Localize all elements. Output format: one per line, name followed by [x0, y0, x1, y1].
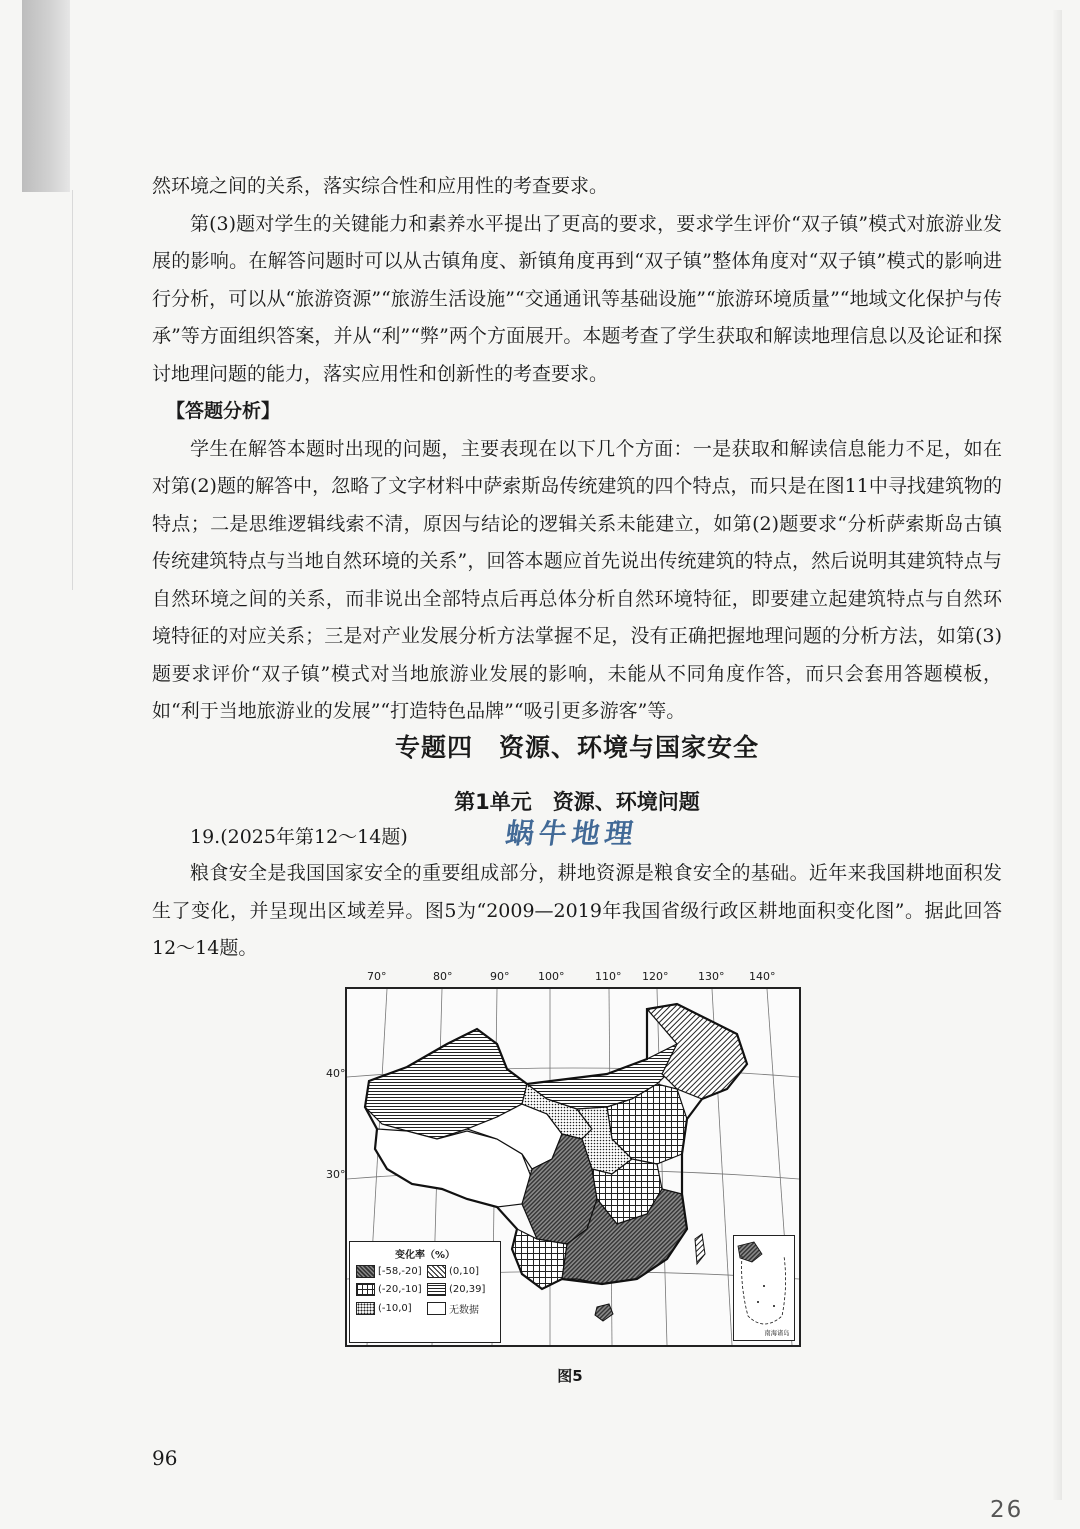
legend-label: 无数据	[449, 1305, 479, 1316]
inset-label: 南海诸岛	[764, 1329, 790, 1337]
lon-label: 140°	[749, 970, 776, 983]
legend-label: (0,10]	[449, 1266, 480, 1277]
inset-graphic	[734, 1236, 794, 1340]
paragraph-question-3: 第(3)题对学生的关键能力和素养水平提出了更高的要求，要求学生评价“双子镇”模式对旅游业发展的影响。在解答问题时可以从古镇角度、新镇角度再到“双子镇”整体角度对“双子镇”模式的影响进行分析，可以从“旅游资源”“旅游生活设施”“交通通讯等基础设施”“旅游环境质量”“地域文化保护与传承”等方面组织答案，并从“利”“弊”两个方面展开。本题考查了学生获取和解读地理信息以及论证和探讨地理问题的能力，落实应用性和创新性的考查要求。	[152, 212, 1002, 385]
lon-label: 100°	[538, 970, 565, 983]
legend-item	[427, 1265, 494, 1278]
legend-label: (-10,0]	[378, 1303, 412, 1314]
legend-item	[356, 1283, 423, 1296]
page-edge-line	[72, 190, 73, 590]
region-taiwan	[695, 1234, 705, 1264]
paragraph-continuation: 然环境之间的关系，落实综合性和应用性的考查要求。	[152, 175, 609, 197]
legend-swatch	[356, 1302, 375, 1315]
legend-item	[356, 1265, 423, 1278]
lon-label: 70°	[367, 970, 387, 983]
legend-item	[356, 1301, 423, 1316]
longitude-labels	[345, 970, 797, 988]
legend-item	[427, 1283, 494, 1296]
legend-swatch	[356, 1265, 375, 1278]
legend-swatch	[427, 1265, 446, 1278]
figure-caption: 图5	[557, 1367, 583, 1385]
lat-label: 30°	[326, 1168, 346, 1181]
lon-label: 110°	[595, 970, 622, 983]
analysis-heading: 【答题分析】	[166, 400, 281, 422]
lon-label: 90°	[490, 970, 510, 983]
paragraph-analysis: 学生在解答本题时出现的问题，主要表现在以下几个方面：一是获取和解读信息能力不足，如在对第(2)题的解答中，忽略了文字材料中萨索斯岛传统建筑的四个特点，而只是在图11中寻找建筑物的特点；二是思维逻辑线索不清，原因与结论的逻辑关系未能建立，如第(2)题要求“分析萨索斯岛古镇传统建筑特点与当地自然环境的关系”，回答本题应首先说出传统建筑的特点，然后说明其建筑特点与自然环境之间的关系，而非说出全部特点后再总体分析自然环境特征，即要建立起建筑特点与自然环境特征的对应关系；三是对产业发展分析方法掌握不足，没有正确把握地理问题的分析方法，如第(3)题要求评价“双子镇”模式对当地旅游业发展的影响，未能从不同角度作答，而只会套用答题模板，如“利于当地旅游业的发展”“打造特色品牌”“吸引更多游客”等。	[152, 437, 1002, 722]
lon-label: 130°	[698, 970, 725, 983]
lon-label: 120°	[642, 970, 669, 983]
watermark: 蜗牛地理	[503, 817, 641, 850]
scan-binding-strip	[22, 0, 70, 192]
legend-label: (20,39]	[449, 1284, 486, 1295]
page-edge-shadow	[1052, 10, 1062, 1500]
south-china-sea-inset	[733, 1235, 795, 1341]
legend-title: 变化率（%）	[394, 1250, 456, 1261]
question-number: 19.(2025年第12～14题)	[190, 826, 408, 848]
legend-label: [-58,-20]	[378, 1266, 422, 1277]
lon-label: 80°	[433, 970, 453, 983]
question-text	[152, 855, 1002, 968]
legend-label: (-20,-10]	[378, 1284, 422, 1295]
legend-swatch	[427, 1283, 446, 1296]
topic-title: 专题四 资源、环境与国家安全	[394, 733, 759, 762]
body-text	[152, 168, 1002, 731]
question-paragraph: 粮食安全是我国国家安全的重要组成部分，耕地资源是粮食安全的基础。近年来我国耕地面积发生了变化，并呈现出区域差异。图5为“2009—2019年我国省级行政区耕地面积变化图”。据此回答12～14题。	[152, 862, 1002, 959]
lat-label: 40°	[326, 1067, 346, 1080]
region-hainan	[595, 1304, 613, 1321]
page-number: 96	[152, 1446, 178, 1470]
unit-title: 第1单元 资源、环境问题	[454, 790, 700, 814]
legend-item	[427, 1301, 494, 1316]
map-legend	[349, 1241, 501, 1343]
legend-swatch	[356, 1283, 375, 1296]
scan-page-number: 26	[990, 1497, 1024, 1523]
legend-swatch	[427, 1302, 446, 1315]
china-farmland-map	[345, 987, 801, 1347]
